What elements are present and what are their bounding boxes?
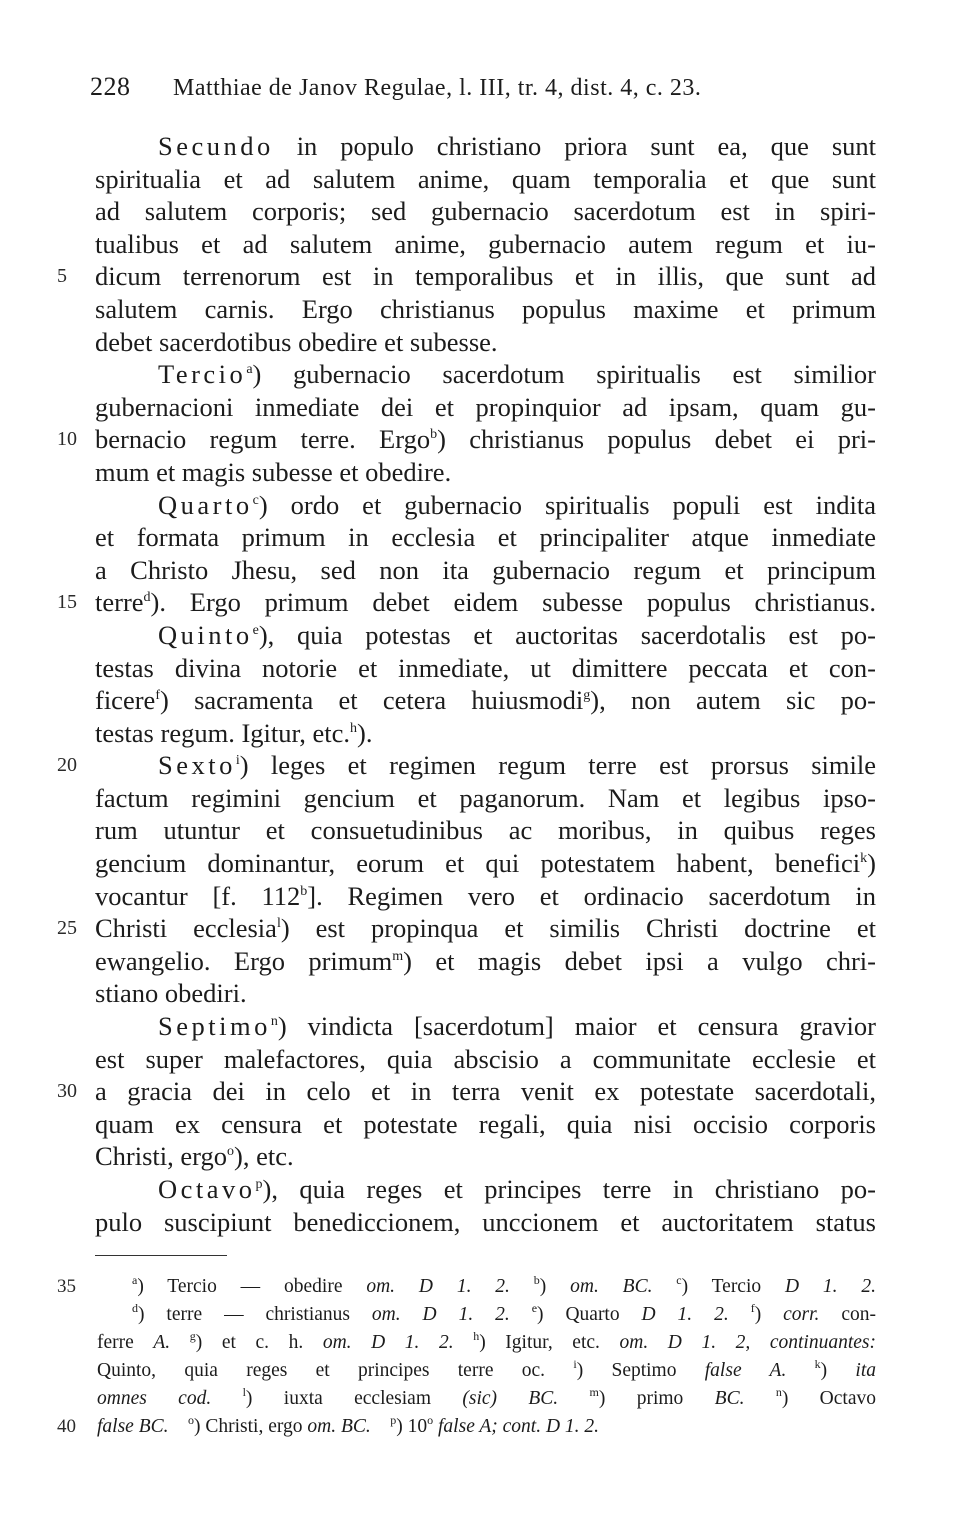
text-line: Quinto$^e$), quia potestas et auctoritas sacerdotalis est po- [158, 619, 876, 650]
text-line: ad salutem corporis; sed gubernacio sacerdotum est in spiri- [95, 196, 876, 227]
text-line: Tercio$^a$) gubernacio sacerdotum spiritualis est similior [158, 359, 876, 390]
text-line: 15 terre$^d$). Ergo primum debet eidem subesse populus christianus. [57, 587, 876, 618]
text-line: debet sacerdotibus obedire et subesse. [95, 326, 498, 357]
text-line: spiritualia et ad salutem anime, quam temporalia et que sunt [95, 163, 876, 194]
line-number: 10 [57, 428, 77, 451]
text-line: Christi, ergo$^o$), etc. [95, 1141, 294, 1172]
text-line: Secundo in populo christiano priora sunt ea, que sunt [158, 131, 876, 161]
text-line: a Christo Jhesu, sed non ita gubernacio regum et principum [95, 554, 876, 585]
text-line: et formata primum in ecclesia et principaliter atque inmediate [95, 522, 876, 553]
text-line: ewangelio. Ergo primum$^m$) et magis debet ipsi a vulgo chri- [95, 945, 876, 976]
text-line: quam ex censura et potestate regali, quia nisi occisio corporis [95, 1108, 876, 1139]
line-number: 35 [57, 1276, 76, 1297]
footnote-line: ferre A. $^g$) et c. h. om. D 1. 2. $^h$) Igitur, etc. om. D 1. 2, continuantes: [97, 1329, 877, 1353]
text-line: gubernacioni inmediate dei et propinquior ad ipsam, quam gu- [95, 391, 876, 422]
text-line: salutem carnis. Ergo christianus populus maxime et primum [95, 293, 876, 324]
line-number: 25 [57, 917, 77, 940]
text-line: stiano obediri. [95, 978, 247, 1009]
text-line: ficere$^f$) sacramenta et cetera huiusmodi$^g$), non autem sic po- [95, 685, 876, 716]
line-number: 30 [57, 1080, 77, 1103]
footnotes [0, 1273, 960, 1441]
footnote-line: omnes cod. $^l$) iuxta ecclesiam (sic) BC. $^m$) primo BC. $^n$) Octavo [97, 1385, 876, 1409]
text-line: testas divina notorie et inmediate, ut dimittere peccata et con- [95, 652, 876, 683]
footnote-rule [95, 1255, 227, 1256]
text-line: factum regimini gencium et paganorum. Nam et legibus ipso- [95, 782, 876, 813]
line-number: 20 [57, 754, 77, 777]
text-line: rum utuntur et consuetudinibus ac moribus, in quibus reges [95, 815, 876, 846]
running-title: Matthiae de Janov Regulae, l. III, tr. 4, dist. 4, c. 23. [173, 75, 702, 101]
text-line: 5 dicum terrenorum est in temporalibus et in illis, que sunt ad [57, 261, 876, 292]
footnote-line: 35 $^a$) Tercio — obedire om. D 1. 2. $^b$) om. BC. $^c$) Tercio D 1. 2. [132, 1273, 876, 1301]
text-line: 20 Sexto$^i$) leges et regimen regum terre est prorsus simile [57, 750, 876, 781]
text-line: Octavo$^p$), quia reges et principes terre in christiano po- [158, 1174, 876, 1204]
text-line: 10 bernacio regum terre. Ergo$^b$) christianus populus debet ei pri- [57, 424, 876, 455]
running-header [90, 72, 880, 102]
text-line: est super malefactores, quia abscisio a communitate ecclesie et [95, 1043, 876, 1074]
footnote-line: $^d$) terre — christianus om. D 1. 2. $^e$) Quarto D 1. 2. $^f$) corr. con- [132, 1301, 877, 1325]
text-line: 30 a gracia dei in celo et in terra venit ex potestate sacerdotali, [57, 1076, 876, 1107]
text-line: vocantur [f. 112$^b$]. Regimen vero et ordinacio sacerdotum in [95, 880, 876, 911]
text-line: pulo suscipiunt benediccionem, unccionem et auctoritatem status [95, 1206, 876, 1237]
page-number: 228 [90, 72, 131, 101]
footnote-line: 40 false BC. $^o$) Christi, ergo om. BC. $^p$) 10$^o$ false A; cont. D 1. 2. [97, 1413, 876, 1441]
line-number: 5 [57, 265, 67, 288]
text-line: Septimo$^n$) vindicta [sacerdotum] maior et censura gravior [158, 1011, 876, 1042]
footnote-line: Quinto, quia reges et principes terre oc. $^i$) Septimo false A. $^k$) ita [97, 1357, 877, 1381]
text-line: gencium dominantur, eorum et qui potestatem habent, benefici$^k$) [95, 848, 876, 879]
text-line: mum et magis subesse et obedire. [95, 456, 452, 487]
text-line: 25 Christi ecclesia$^l$) est propinqua et similis Christi doctrine et [57, 913, 876, 944]
line-number: 40 [57, 1416, 76, 1437]
main-text [0, 130, 960, 1238]
line-number: 15 [57, 591, 77, 614]
text-line: Quarto$^c$) ordo et gubernacio spiritualis populi est indita [158, 489, 876, 520]
text-line: testas regum. Igitur, etc.$^h$). [95, 717, 373, 748]
text-line: tualibus et ad salutem anime, gubernacio autem regum et iu- [95, 228, 876, 259]
